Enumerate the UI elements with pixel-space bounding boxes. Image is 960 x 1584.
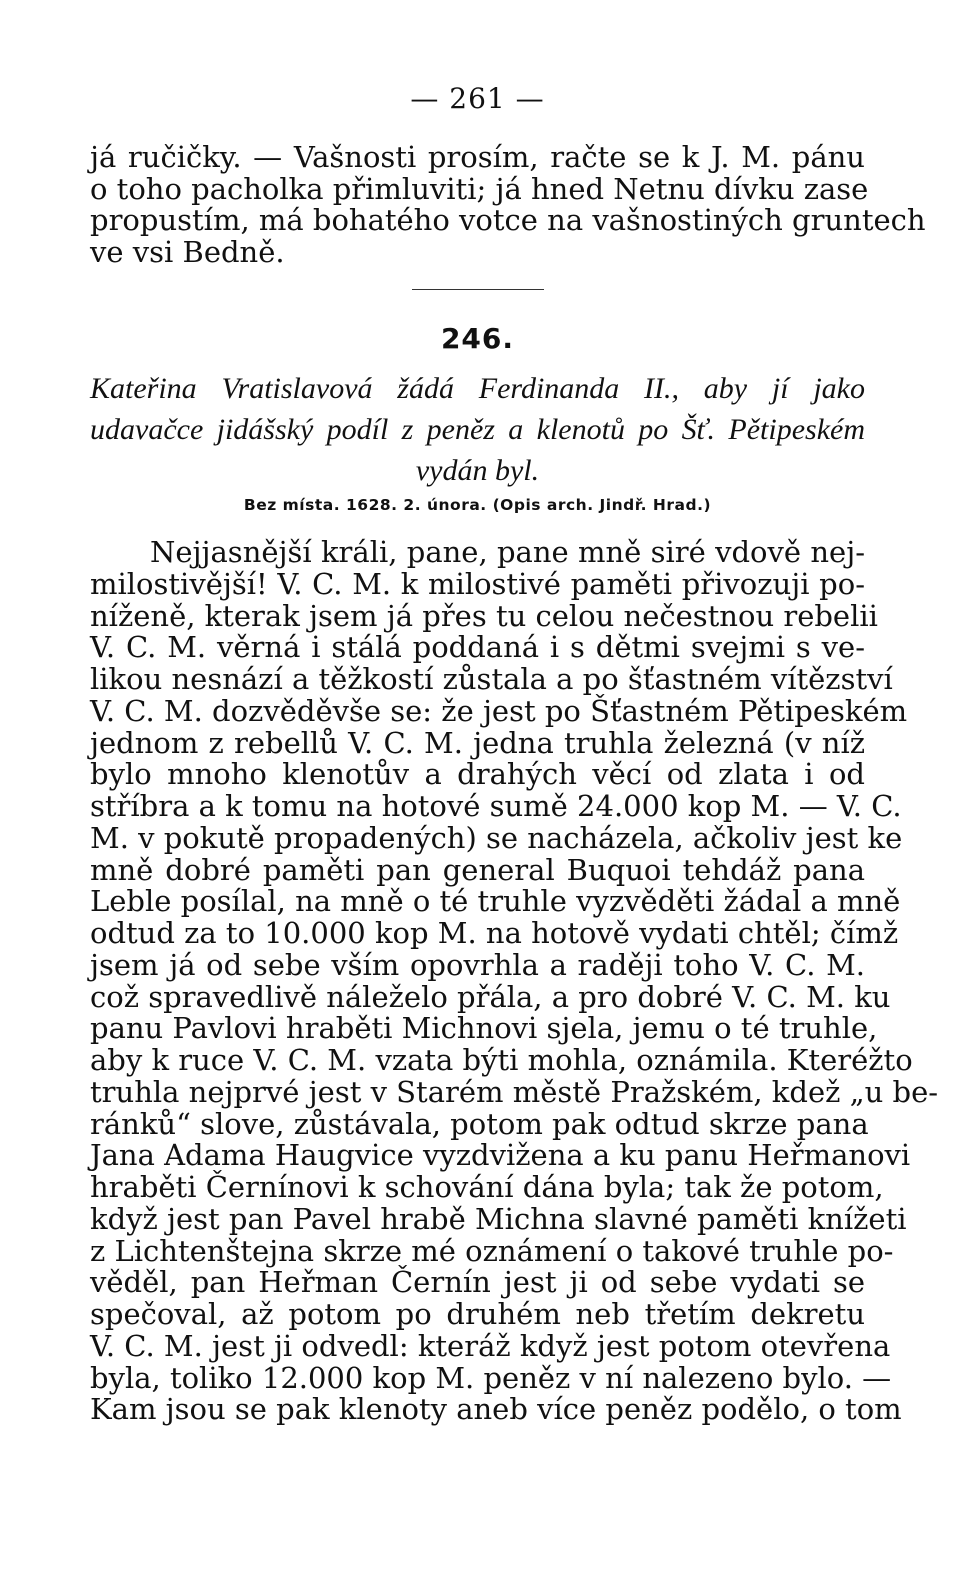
text-line: byla, toliko 12.000 kop M. peněz v ní nalezeno bylo. — bbox=[90, 1360, 892, 1395]
letter-text bbox=[90, 535, 939, 1427]
text-line: M. v pokutě propadených) se nacházela, ačkoliv jest ke bbox=[90, 820, 903, 855]
text-line: likou nesnází a těžkostí zůstala a po šťastném vítězství bbox=[90, 662, 893, 696]
document-source: Bez místa. 1628. 2. února. (Opis arch. Jindř. Hrad.) bbox=[243, 496, 712, 514]
text-line: když jest pan Pavel hrabě Michna slavné paměti knížeti bbox=[90, 1201, 907, 1236]
text-line: o toho pacholka přimluviti; já hned Netnu dívku zase bbox=[90, 171, 869, 206]
continued-text bbox=[90, 140, 926, 270]
document-title bbox=[90, 368, 865, 491]
text-line: níženě, kterak jsem já přes tu celou nečestnou rebelii bbox=[90, 598, 878, 633]
text-line: což spravedlivě náleželo přála, a pro dobré V. C. M. ku bbox=[90, 979, 891, 1014]
text-line: odtud za to 10.000 kop M. na hotově vydati chtěl; čímž bbox=[90, 916, 899, 950]
text-line: V. C. M. věrná i stálá poddaná i s dětmi svejmi s ve- bbox=[90, 630, 865, 665]
text-line: Leble posílal, na mně o té truhle vyzvěděti žádal a mně bbox=[90, 884, 901, 919]
text-line: V. C. M. dozvěděvše se: že jest po Šťastném Pětipeském bbox=[90, 693, 908, 728]
text-line: aby k ruce V. C. M. vzata býti mohla, oznámila. Kteréžto bbox=[90, 1043, 913, 1077]
text-line: Nejjasnější králi, pane, pane mně siré vdově nej- bbox=[150, 535, 865, 569]
text-line: Jana Adama Haugvice vyzdvižena a ku panu Heřmanovi bbox=[90, 1138, 911, 1173]
text-line: jednom z rebellů V. C. M. jedna truhla železná (v níž bbox=[90, 725, 865, 760]
text-line: z Lichtenštejna skrze mé oznámení o takové truhle po- bbox=[90, 1233, 894, 1268]
title-line: vydán byl. bbox=[415, 454, 540, 487]
book-page bbox=[90, 0, 939, 1584]
text-line: mně dobré paměti pan general Buquoi tehdáž pana bbox=[90, 852, 865, 887]
text-line: truhla nejprvé jest v Starém městě Pražském, kdež „u be- bbox=[90, 1074, 939, 1109]
text-line: jsem já od sebe vším opovrhla a raději toho V. C. M. bbox=[90, 947, 865, 982]
text-line: hraběti Černínovi k schování dána byla; tak že potom, bbox=[90, 1170, 884, 1204]
document-number: 246. bbox=[440, 322, 515, 355]
title-line: udavačce jidášský podíl z peněz a klenotů po Šť. Pětipeském bbox=[90, 413, 865, 446]
title-line: Kateřina Vratislavová žádá Ferdinanda II., aby jí jako bbox=[90, 372, 865, 405]
text-line: propustím, má bohatého votce na vašnostiných gruntech bbox=[90, 203, 926, 238]
text-line: spečoval, až potom po druhém neb třetím dekretu bbox=[90, 1297, 865, 1331]
text-line: ve vsi Bedně. bbox=[90, 235, 285, 270]
text-line: V. C. M. jest ji odvedl: kteráž když jest potom otevřena bbox=[90, 1328, 891, 1363]
text-line: stříbra a k tomu na hotové sumě 24.000 kop M. — V. C. bbox=[90, 789, 902, 823]
text-line: panu Pavlovi hraběti Michnovi sjela, jemu o té truhle, bbox=[90, 1011, 878, 1046]
text-line: Kam jsou se pak klenoty aneb více peněz podělo, o tom bbox=[90, 1392, 902, 1427]
text-line: milostivější! V. C. M. k milostivé paměti přivozuji po- bbox=[90, 566, 865, 601]
section-divider bbox=[412, 289, 544, 290]
text-line: věděl, pan Heřman Černín jest ji od sebe vydati se bbox=[90, 1265, 865, 1300]
page-number: — 261 — bbox=[410, 82, 545, 115]
text-line: bylo mnoho klenotův a drahých věcí od zlata i od bbox=[90, 757, 865, 792]
text-line: ránků“ slove, zůstávala, potom pak odtud skrze pana bbox=[90, 1106, 869, 1141]
text-line: já ručičky. — Vašnosti prosím, račte se k J. M. pánu bbox=[90, 140, 865, 174]
